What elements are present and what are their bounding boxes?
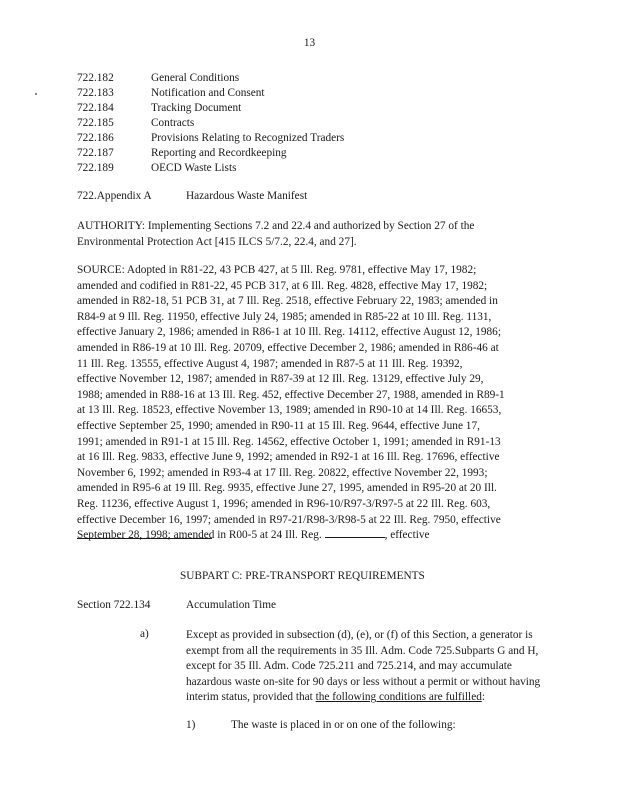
- appendix-title: Hazardous Waste Manifest: [186, 190, 308, 202]
- subsection-line: hazardous waste on-site for 90 days or less without a permit or without having: [186, 675, 541, 688]
- toc-title: Reporting and Recordkeeping: [151, 147, 287, 159]
- source-last-start: September 28, 1998; amended in R00-5 at 24 Ill. Reg.: [77, 529, 322, 542]
- subsection-line: exempt from all the requirements in 35 Ill. Adm. Code 725.Subparts G and H,: [186, 644, 539, 657]
- source-line: effective September 25, 1990; amended in R90-11 at 15 Ill. Reg. 9644, effective June 17,: [77, 419, 480, 432]
- source-last-end: , effective: [384, 529, 430, 542]
- toc-title: Provisions Relating to Recognized Traders: [151, 132, 345, 144]
- subsection-line: Except as provided in subsection (d), (e), or (f) of this Section, a generator is: [186, 629, 533, 641]
- source-line: November 6, 1992; amended in R93-4 at 17 Ill. Reg. 20822, effective November 22, 1993;: [77, 466, 488, 479]
- source-line-last: [77, 528, 547, 544]
- toc-title: General Conditions: [151, 72, 240, 84]
- source-line: at 16 Ill. Reg. 9833, effective June 9, 1992; amended in R92-1 at 16 Ill. Reg. 17696, effective: [77, 451, 500, 464]
- source-note: [77, 263, 547, 544]
- subsection-1-text: The waste is placed in or on one of the following:: [231, 719, 456, 731]
- subsection-last-plain: interim status, provided that: [186, 691, 316, 704]
- toc-number: 722.184: [77, 102, 114, 114]
- toc-number: 722.189: [77, 162, 114, 174]
- toc-title: Notification and Consent: [151, 87, 265, 99]
- authority-line: Environmental Protection Act [415 ILCS 5/7.2, 22.4, and 27].: [77, 235, 357, 248]
- source-line: amended in R82-18, 51 PCB 31, at 7 Ill. Reg. 2518, effective February 22, 1983; amended in: [77, 295, 498, 308]
- source-line: 1991; amended in R91-1 at 15 Ill. Reg. 14562, effective October 1, 1991; amended in R91-13: [77, 435, 501, 448]
- source-line: amended and codified in R81-22, 45 PCB 317, at 6 Ill. Reg. 4828, effective May 17, 1982;: [77, 279, 488, 292]
- source-line: 1988; amended in R88-16 at 13 Ill. Reg. 452, effective December 27, 1988, amended in R89-1: [77, 388, 505, 401]
- appendix-number: 722.Appendix A: [77, 190, 152, 202]
- authority-line: AUTHORITY: Implementing Sections 7.2 and 22.4 and authorized by Section 27 of the: [77, 220, 475, 232]
- toc-title: Tracking Document: [151, 102, 242, 114]
- source-line: R84-9 at 9 Ill. Reg. 11950, effective July 24, 1985; amended in R85-22 at 10 Ill. Reg. 1131,: [77, 310, 492, 323]
- subsection-line-last: [186, 690, 556, 706]
- source-line: Reg. 11236, effective August 1, 1996; amended in R96-10/R97-3/R97-5 at 22 Ill. Reg. 603,: [77, 497, 491, 510]
- subsection-label: 1): [186, 719, 196, 731]
- register-page-blank: [325, 528, 385, 538]
- authority-note: [77, 219, 547, 250]
- effective-date-blank: [77, 538, 212, 539]
- toc-number: 722.187: [77, 147, 114, 159]
- source-line: at 13 Ill. Reg. 18523, effective November 13, 1989; amended in R90-10 at 14 Ill. Reg. 16653,: [77, 404, 502, 417]
- toc-title: Contracts: [151, 117, 195, 129]
- toc-number: 722.183: [77, 87, 114, 99]
- toc-number: 722.182: [77, 72, 114, 84]
- source-line: effective November 12, 1987; amended in R87-39 at 12 Ill. Reg. 13129, effective July 29,: [77, 373, 484, 386]
- source-line: SOURCE: Adopted in R81-22, 43 PCB 427, at 5 Ill. Reg. 9781, effective May 17, 1982;: [77, 264, 477, 276]
- subpart-heading: SUBPART C: PRE-TRANSPORT REQUIREMENTS: [180, 570, 425, 582]
- source-line: 11 Ill. Reg. 13555, effective August 4, 1987; amended in R87-5 at 11 Ill. Reg. 19392,: [77, 357, 463, 370]
- toc-number: 722.186: [77, 132, 114, 144]
- toc-title: OECD Waste Lists: [151, 162, 237, 174]
- source-line: effective December 16, 1997; amended in R97-21/R98-3/R98-5 at 22 Ill. Reg. 7950, effective: [77, 513, 501, 526]
- source-line: effective January 2, 1986; amended in R86-1 at 10 Ill. Reg. 14112, effective August 12, 1986;: [77, 326, 501, 339]
- amended-text: the following conditions are fulfilled: [315, 691, 482, 704]
- toc-number: 722.185: [77, 117, 114, 129]
- source-line: amended in R86-19 at 10 Ill. Reg. 20709, effective December 2, 1986; amended in R86-46 at: [77, 341, 499, 354]
- subsection-last-tail: :: [481, 691, 485, 704]
- subsection-line: except for 35 Ill. Adm. Code 725.211 and 725.214, and may accumulate: [186, 660, 512, 673]
- section-number: Section 722.134: [77, 599, 151, 611]
- section-title: Accumulation Time: [186, 599, 277, 611]
- page-number: 13: [303, 37, 316, 49]
- subsection-label: a): [140, 628, 149, 640]
- source-line: amended in R95-6 at 19 Ill. Reg. 9935, effective June 27, 1995, amended in R95-20 at 20 Ill.: [77, 482, 497, 495]
- subsection-a-text: [186, 628, 556, 706]
- margin-mark: [35, 93, 37, 95]
